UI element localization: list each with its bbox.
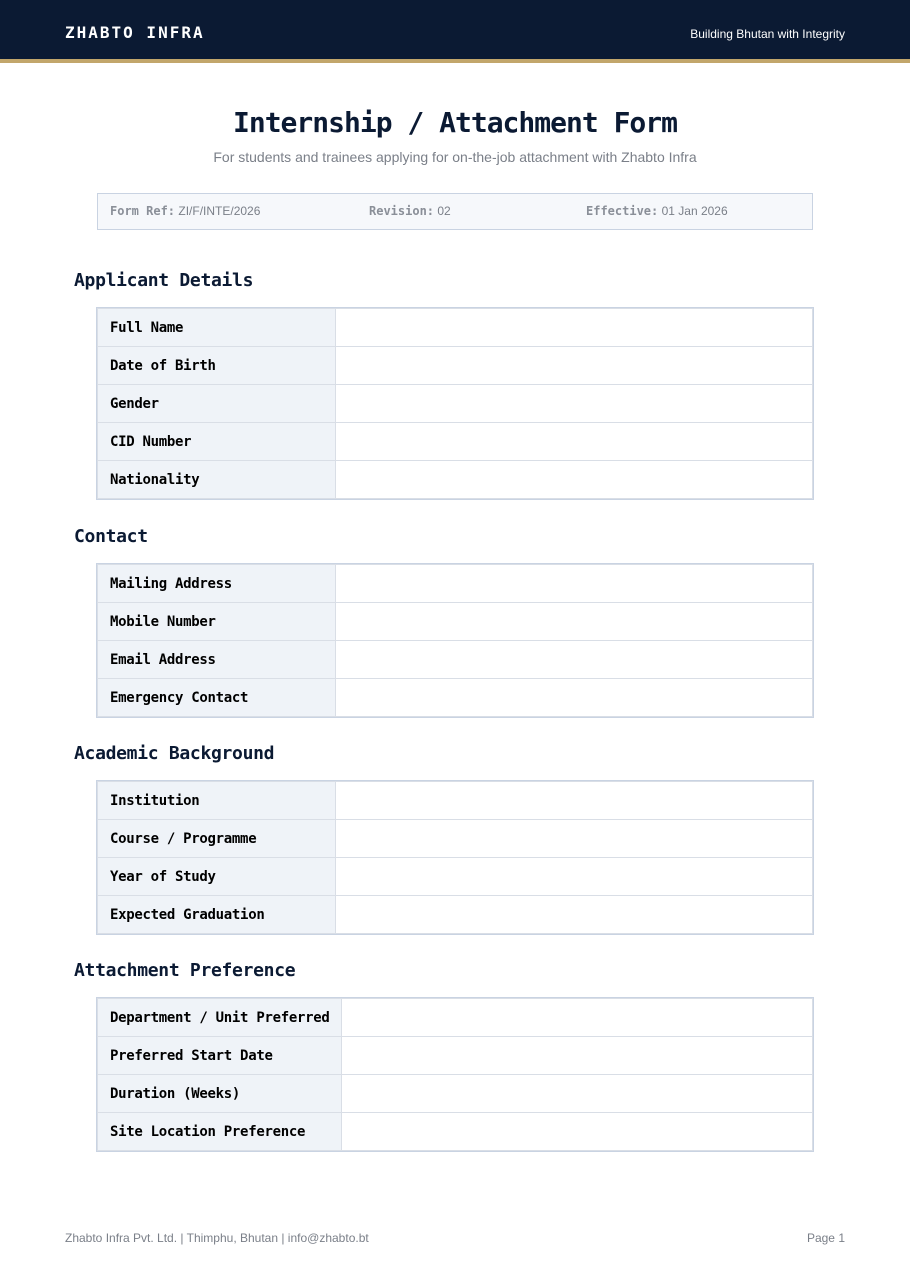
- field-label: Institution: [98, 782, 336, 820]
- applicant-details-table: [97, 308, 813, 499]
- table-row: [98, 820, 813, 858]
- table-row: [98, 423, 813, 461]
- section-heading-applicant-details: Applicant Details: [74, 270, 254, 291]
- table-row: [98, 347, 813, 385]
- course-programme-input[interactable]: [336, 820, 813, 858]
- section-heading-contact: Contact: [74, 526, 148, 547]
- revision-label: Revision:: [369, 204, 435, 218]
- section-heading-academic-background: Academic Background: [74, 743, 275, 764]
- emergency-contact-input[interactable]: [336, 679, 813, 717]
- effective-label: Effective:: [586, 204, 659, 218]
- field-label: Duration (Weeks): [98, 1075, 342, 1113]
- nationality-input[interactable]: [336, 461, 813, 499]
- field-label: Emergency Contact: [98, 679, 336, 717]
- table-row: [98, 1075, 813, 1113]
- page-title: Internship / Attachment Form: [232, 106, 677, 139]
- field-label: CID Number: [98, 423, 336, 461]
- mailing-address-input[interactable]: [336, 565, 813, 603]
- revision: [369, 204, 451, 218]
- footer-company-info: Zhabto Infra Pvt. Ltd. | Thimphu, Bhutan | info@zhabto.bt: [65, 1231, 369, 1245]
- field-label: Site Location Preference: [98, 1113, 342, 1151]
- cid-number-input[interactable]: [336, 423, 813, 461]
- form-ref-label: Form Ref:: [110, 204, 176, 218]
- revision-value: 02: [437, 204, 451, 218]
- date-of-birth-input[interactable]: [336, 347, 813, 385]
- table-row: [98, 679, 813, 717]
- page-number: Page 1: [806, 1231, 845, 1245]
- table-row: [98, 641, 813, 679]
- duration-weeks-input[interactable]: [342, 1075, 813, 1113]
- brand-name: ZHABTO INFRA: [65, 23, 205, 42]
- field-label: Nationality: [98, 461, 336, 499]
- field-label: Mobile Number: [98, 603, 336, 641]
- section-heading-attachment-preference: Attachment Preference: [74, 960, 296, 981]
- institution-input[interactable]: [336, 782, 813, 820]
- field-label: Full Name: [98, 309, 336, 347]
- field-label: Expected Graduation: [98, 896, 336, 934]
- site-location-preference-input[interactable]: [342, 1113, 813, 1151]
- field-label: Gender: [98, 385, 336, 423]
- field-label: Department / Unit Preferred: [98, 999, 342, 1037]
- contact-table: [97, 564, 813, 717]
- field-label: Mailing Address: [98, 565, 336, 603]
- field-label: Email Address: [98, 641, 336, 679]
- table-row: [98, 858, 813, 896]
- field-label: Date of Birth: [98, 347, 336, 385]
- field-label: Year of Study: [98, 858, 336, 896]
- expected-graduation-input[interactable]: [336, 896, 813, 934]
- effective-value: 01 Jan 2026: [661, 204, 728, 218]
- table-row: [98, 896, 813, 934]
- preferred-start-date-input[interactable]: [342, 1037, 813, 1075]
- form-ref-value: ZI/F/INTE/2026: [178, 204, 261, 218]
- table-row: [98, 309, 813, 347]
- full-name-input[interactable]: [336, 309, 813, 347]
- attachment-preference-table: [97, 998, 813, 1151]
- table-row: [98, 999, 813, 1037]
- form-ref: [110, 204, 260, 218]
- form-meta-box: [97, 193, 813, 230]
- field-label: Preferred Start Date: [98, 1037, 342, 1075]
- page-subtitle: For students and trainees applying for on-the-job attachment with Zhabto Infra: [213, 149, 697, 165]
- table-row: [98, 603, 813, 641]
- email-address-input[interactable]: [336, 641, 813, 679]
- academic-background-table: [97, 781, 813, 934]
- field-label: Course / Programme: [98, 820, 336, 858]
- table-row: [98, 782, 813, 820]
- header-bar: [0, 0, 910, 63]
- table-row: [98, 461, 813, 499]
- table-row: [98, 1113, 813, 1151]
- gender-input[interactable]: [336, 385, 813, 423]
- year-of-study-input[interactable]: [336, 858, 813, 896]
- table-row: [98, 1037, 813, 1075]
- table-row: [98, 385, 813, 423]
- table-row: [98, 565, 813, 603]
- tagline: Building Bhutan with Integrity: [690, 27, 845, 41]
- department-unit-input[interactable]: [342, 999, 813, 1037]
- effective-date: [586, 204, 728, 218]
- mobile-number-input[interactable]: [336, 603, 813, 641]
